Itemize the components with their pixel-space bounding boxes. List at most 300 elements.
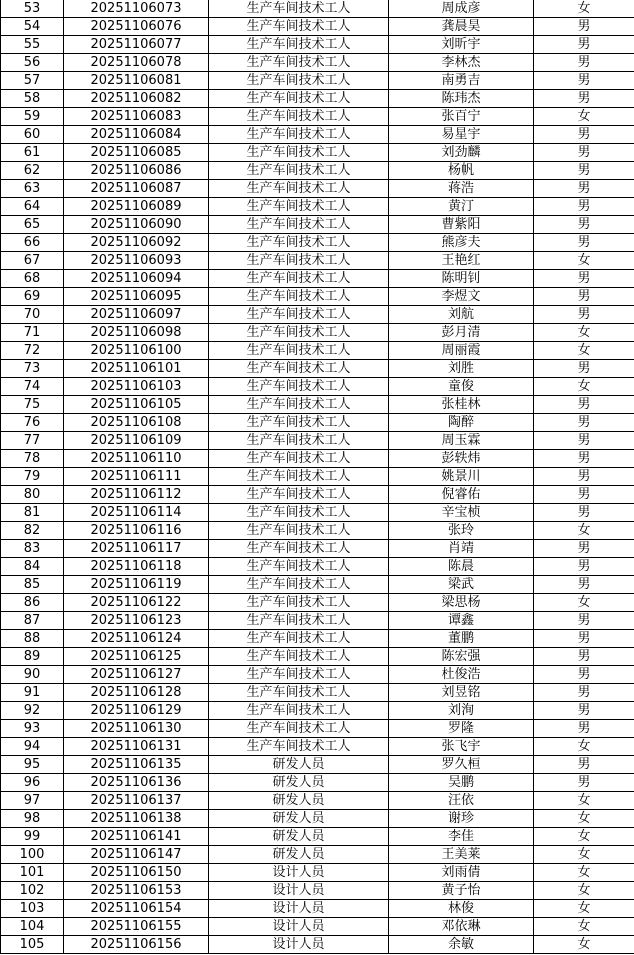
gender-cell: 男 <box>534 774 634 792</box>
table-row <box>1 486 634 504</box>
table-row <box>1 324 634 342</box>
position-cell: 生产车间技术工人 <box>209 324 389 342</box>
gender-cell: 男 <box>534 558 634 576</box>
row-number-cell: 69 <box>1 288 64 306</box>
row-number-cell: 70 <box>1 306 64 324</box>
exam-id-cell: 20251106094 <box>64 270 209 288</box>
position-cell: 生产车间技术工人 <box>209 342 389 360</box>
row-number-cell: 60 <box>1 126 64 144</box>
table-row <box>1 720 634 738</box>
table-row <box>1 576 634 594</box>
row-number-cell: 98 <box>1 810 64 828</box>
gender-cell: 男 <box>534 486 634 504</box>
position-cell: 生产车间技术工人 <box>209 270 389 288</box>
gender-cell: 男 <box>534 414 634 432</box>
row-number-cell: 101 <box>1 864 64 882</box>
position-cell: 生产车间技术工人 <box>209 306 389 324</box>
table-row <box>1 810 634 828</box>
exam-id-cell: 20251106116 <box>64 522 209 540</box>
name-cell: 杜俊浩 <box>389 666 534 684</box>
row-number-cell: 88 <box>1 630 64 648</box>
exam-id-cell: 20251106100 <box>64 342 209 360</box>
exam-id-cell: 20251106119 <box>64 576 209 594</box>
row-number-cell: 75 <box>1 396 64 414</box>
exam-id-cell: 20251106093 <box>64 252 209 270</box>
row-number-cell: 71 <box>1 324 64 342</box>
exam-id-cell: 20251106085 <box>64 144 209 162</box>
gender-cell: 男 <box>534 702 634 720</box>
table-row <box>1 630 634 648</box>
position-cell: 生产车间技术工人 <box>209 126 389 144</box>
row-number-cell: 65 <box>1 216 64 234</box>
position-cell: 生产车间技术工人 <box>209 72 389 90</box>
exam-id-cell: 20251106101 <box>64 360 209 378</box>
position-cell: 生产车间技术工人 <box>209 54 389 72</box>
exam-id-cell: 20251106092 <box>64 234 209 252</box>
gender-cell: 男 <box>534 432 634 450</box>
row-number-cell: 104 <box>1 918 64 936</box>
exam-id-cell: 20251106125 <box>64 648 209 666</box>
name-cell: 周玉霖 <box>389 432 534 450</box>
exam-id-cell: 20251106141 <box>64 828 209 846</box>
row-number-cell: 72 <box>1 342 64 360</box>
name-cell: 陈明钊 <box>389 270 534 288</box>
row-number-cell: 54 <box>1 18 64 36</box>
name-cell: 董鹏 <box>389 630 534 648</box>
exam-id-cell: 20251106087 <box>64 180 209 198</box>
exam-id-cell: 20251106147 <box>64 846 209 864</box>
exam-id-cell: 20251106156 <box>64 936 209 954</box>
position-cell: 生产车间技术工人 <box>209 540 389 558</box>
gender-cell: 男 <box>534 36 634 54</box>
row-number-cell: 58 <box>1 90 64 108</box>
position-cell: 生产车间技术工人 <box>209 720 389 738</box>
row-number-cell: 82 <box>1 522 64 540</box>
exam-id-cell: 20251106130 <box>64 720 209 738</box>
gender-cell: 男 <box>534 306 634 324</box>
name-cell: 张玲 <box>389 522 534 540</box>
position-cell: 生产车间技术工人 <box>209 684 389 702</box>
position-cell: 生产车间技术工人 <box>209 0 389 18</box>
name-cell: 汪依 <box>389 792 534 810</box>
row-number-cell: 77 <box>1 432 64 450</box>
exam-id-cell: 20251106073 <box>64 0 209 18</box>
position-cell: 设计人员 <box>209 882 389 900</box>
gender-cell: 男 <box>534 450 634 468</box>
gender-cell: 女 <box>534 936 634 954</box>
position-cell: 生产车间技术工人 <box>209 180 389 198</box>
row-number-cell: 61 <box>1 144 64 162</box>
name-cell: 龚晨昊 <box>389 18 534 36</box>
table-row <box>1 270 634 288</box>
table-row <box>1 882 634 900</box>
position-cell: 生产车间技术工人 <box>209 450 389 468</box>
table-row <box>1 864 634 882</box>
row-number-cell: 96 <box>1 774 64 792</box>
row-number-cell: 87 <box>1 612 64 630</box>
name-cell: 张桂林 <box>389 396 534 414</box>
table-row <box>1 558 634 576</box>
gender-cell: 男 <box>534 216 634 234</box>
position-cell: 研发人员 <box>209 756 389 774</box>
position-cell: 生产车间技术工人 <box>209 594 389 612</box>
name-cell: 杨帆 <box>389 162 534 180</box>
gender-cell: 女 <box>534 108 634 126</box>
exam-id-cell: 20251106090 <box>64 216 209 234</box>
position-cell: 生产车间技术工人 <box>209 432 389 450</box>
row-number-cell: 78 <box>1 450 64 468</box>
position-cell: 生产车间技术工人 <box>209 360 389 378</box>
row-number-cell: 95 <box>1 756 64 774</box>
name-cell: 王艳红 <box>389 252 534 270</box>
exam-id-cell: 20251106095 <box>64 288 209 306</box>
table-row <box>1 918 634 936</box>
gender-cell: 女 <box>534 918 634 936</box>
exam-id-cell: 20251106123 <box>64 612 209 630</box>
position-cell: 生产车间技术工人 <box>209 162 389 180</box>
gender-cell: 男 <box>534 90 634 108</box>
table-row <box>1 756 634 774</box>
gender-cell: 女 <box>534 522 634 540</box>
position-cell: 设计人员 <box>209 900 389 918</box>
table-row <box>1 522 634 540</box>
gender-cell: 男 <box>534 666 634 684</box>
position-cell: 生产车间技术工人 <box>209 216 389 234</box>
row-number-cell: 59 <box>1 108 64 126</box>
gender-cell: 女 <box>534 900 634 918</box>
table-row <box>1 162 634 180</box>
gender-cell: 女 <box>534 594 634 612</box>
table-row <box>1 594 634 612</box>
exam-id-cell: 20251106112 <box>64 486 209 504</box>
name-cell: 梁武 <box>389 576 534 594</box>
position-cell: 生产车间技术工人 <box>209 630 389 648</box>
name-cell: 周丽霞 <box>389 342 534 360</box>
position-cell: 生产车间技术工人 <box>209 576 389 594</box>
exam-id-cell: 20251106124 <box>64 630 209 648</box>
name-cell: 林俊 <box>389 900 534 918</box>
exam-id-cell: 20251106128 <box>64 684 209 702</box>
position-cell: 生产车间技术工人 <box>209 648 389 666</box>
exam-id-cell: 20251106077 <box>64 36 209 54</box>
position-cell: 生产车间技术工人 <box>209 468 389 486</box>
name-cell: 陈晨 <box>389 558 534 576</box>
table-row <box>1 738 634 756</box>
table-row <box>1 792 634 810</box>
exam-id-cell: 20251106109 <box>64 432 209 450</box>
gender-cell: 女 <box>534 0 634 18</box>
gender-cell: 男 <box>534 612 634 630</box>
gender-cell: 男 <box>534 468 634 486</box>
table-row <box>1 414 634 432</box>
exam-id-cell: 20251106131 <box>64 738 209 756</box>
table-row <box>1 216 634 234</box>
table-row <box>1 666 634 684</box>
position-cell: 研发人员 <box>209 792 389 810</box>
row-number-cell: 56 <box>1 54 64 72</box>
table-row <box>1 702 634 720</box>
exam-id-cell: 20251106105 <box>64 396 209 414</box>
table-row <box>1 828 634 846</box>
gender-cell: 男 <box>534 54 634 72</box>
position-cell: 生产车间技术工人 <box>209 504 389 522</box>
row-number-cell: 102 <box>1 882 64 900</box>
exam-id-cell: 20251106135 <box>64 756 209 774</box>
name-cell: 陈玮杰 <box>389 90 534 108</box>
exam-id-cell: 20251106097 <box>64 306 209 324</box>
position-cell: 生产车间技术工人 <box>209 18 389 36</box>
gender-cell: 男 <box>534 720 634 738</box>
table-row <box>1 540 634 558</box>
gender-cell: 男 <box>534 630 634 648</box>
table-row <box>1 468 634 486</box>
exam-id-cell: 20251106137 <box>64 792 209 810</box>
gender-cell: 男 <box>534 18 634 36</box>
table-row <box>1 360 634 378</box>
position-cell: 研发人员 <box>209 828 389 846</box>
position-cell: 设计人员 <box>209 918 389 936</box>
exam-id-cell: 20251106114 <box>64 504 209 522</box>
table-body <box>1 0 634 954</box>
gender-cell: 女 <box>534 828 634 846</box>
name-cell: 肖靖 <box>389 540 534 558</box>
name-cell: 彭月清 <box>389 324 534 342</box>
gender-cell: 女 <box>534 810 634 828</box>
position-cell: 研发人员 <box>209 774 389 792</box>
gender-cell: 男 <box>534 270 634 288</box>
name-cell: 刘昱铭 <box>389 684 534 702</box>
gender-cell: 男 <box>534 756 634 774</box>
exam-id-cell: 20251106153 <box>64 882 209 900</box>
exam-id-cell: 20251106078 <box>64 54 209 72</box>
position-cell: 生产车间技术工人 <box>209 90 389 108</box>
position-cell: 生产车间技术工人 <box>209 144 389 162</box>
row-number-cell: 66 <box>1 234 64 252</box>
position-cell: 生产车间技术工人 <box>209 108 389 126</box>
position-cell: 生产车间技术工人 <box>209 234 389 252</box>
name-cell: 王美莱 <box>389 846 534 864</box>
gender-cell: 男 <box>534 360 634 378</box>
gender-cell: 男 <box>534 504 634 522</box>
row-number-cell: 105 <box>1 936 64 954</box>
row-number-cell: 92 <box>1 702 64 720</box>
position-cell: 设计人员 <box>209 936 389 954</box>
name-cell: 姚景川 <box>389 468 534 486</box>
position-cell: 生产车间技术工人 <box>209 198 389 216</box>
gender-cell: 男 <box>534 144 634 162</box>
table-row <box>1 108 634 126</box>
name-cell: 易星宇 <box>389 126 534 144</box>
gender-cell: 女 <box>534 792 634 810</box>
table-row <box>1 252 634 270</box>
position-cell: 生产车间技术工人 <box>209 396 389 414</box>
name-cell: 童俊 <box>389 378 534 396</box>
table-row <box>1 288 634 306</box>
gender-cell: 女 <box>534 324 634 342</box>
gender-cell: 男 <box>534 684 634 702</box>
name-cell: 刘航 <box>389 306 534 324</box>
position-cell: 生产车间技术工人 <box>209 612 389 630</box>
position-cell: 生产车间技术工人 <box>209 738 389 756</box>
exam-id-cell: 20251106118 <box>64 558 209 576</box>
name-cell: 倪睿佑 <box>389 486 534 504</box>
name-cell: 刘胜 <box>389 360 534 378</box>
row-number-cell: 97 <box>1 792 64 810</box>
exam-id-cell: 20251106098 <box>64 324 209 342</box>
name-cell: 陶醉 <box>389 414 534 432</box>
name-cell: 余敏 <box>389 936 534 954</box>
row-number-cell: 76 <box>1 414 64 432</box>
exam-id-cell: 20251106084 <box>64 126 209 144</box>
table-row <box>1 198 634 216</box>
position-cell: 生产车间技术工人 <box>209 522 389 540</box>
gender-cell: 女 <box>534 378 634 396</box>
name-cell: 刘雨倩 <box>389 864 534 882</box>
gender-cell: 男 <box>534 234 634 252</box>
exam-id-cell: 20251106122 <box>64 594 209 612</box>
row-number-cell: 68 <box>1 270 64 288</box>
table-row <box>1 342 634 360</box>
row-number-cell: 84 <box>1 558 64 576</box>
table-row <box>1 504 634 522</box>
gender-cell: 女 <box>534 882 634 900</box>
position-cell: 设计人员 <box>209 864 389 882</box>
gender-cell: 男 <box>534 576 634 594</box>
exam-id-cell: 20251106150 <box>64 864 209 882</box>
row-number-cell: 63 <box>1 180 64 198</box>
table-row <box>1 396 634 414</box>
exam-id-cell: 20251106083 <box>64 108 209 126</box>
table-row <box>1 234 634 252</box>
table-row <box>1 72 634 90</box>
row-number-cell: 67 <box>1 252 64 270</box>
gender-cell: 女 <box>534 738 634 756</box>
row-number-cell: 57 <box>1 72 64 90</box>
exam-id-cell: 20251106111 <box>64 468 209 486</box>
row-number-cell: 89 <box>1 648 64 666</box>
row-number-cell: 81 <box>1 504 64 522</box>
row-number-cell: 62 <box>1 162 64 180</box>
exam-id-cell: 20251106082 <box>64 90 209 108</box>
exam-id-cell: 20251106103 <box>64 378 209 396</box>
row-number-cell: 55 <box>1 36 64 54</box>
table-row <box>1 846 634 864</box>
exam-id-cell: 20251106129 <box>64 702 209 720</box>
gender-cell: 男 <box>534 396 634 414</box>
name-cell: 谢珍 <box>389 810 534 828</box>
name-cell: 谭鑫 <box>389 612 534 630</box>
position-cell: 研发人员 <box>209 810 389 828</box>
name-cell: 周成彦 <box>389 0 534 18</box>
exam-id-cell: 20251106108 <box>64 414 209 432</box>
position-cell: 生产车间技术工人 <box>209 252 389 270</box>
table-row <box>1 36 634 54</box>
gender-cell: 男 <box>534 288 634 306</box>
exam-id-cell: 20251106136 <box>64 774 209 792</box>
row-number-cell: 99 <box>1 828 64 846</box>
gender-cell: 女 <box>534 342 634 360</box>
table-row <box>1 612 634 630</box>
row-number-cell: 80 <box>1 486 64 504</box>
gender-cell: 男 <box>534 540 634 558</box>
table-row <box>1 936 634 954</box>
table-row <box>1 18 634 36</box>
name-cell: 张飞宇 <box>389 738 534 756</box>
gender-cell: 女 <box>534 846 634 864</box>
position-cell: 生产车间技术工人 <box>209 288 389 306</box>
table-row <box>1 90 634 108</box>
position-cell: 生产车间技术工人 <box>209 486 389 504</box>
exam-id-cell: 20251106117 <box>64 540 209 558</box>
row-number-cell: 94 <box>1 738 64 756</box>
exam-id-cell: 20251106138 <box>64 810 209 828</box>
table-row <box>1 144 634 162</box>
row-number-cell: 53 <box>1 0 64 18</box>
gender-cell: 男 <box>534 198 634 216</box>
row-number-cell: 103 <box>1 900 64 918</box>
name-cell: 吴鹏 <box>389 774 534 792</box>
table-row <box>1 378 634 396</box>
row-number-cell: 74 <box>1 378 64 396</box>
table-row <box>1 180 634 198</box>
row-number-cell: 86 <box>1 594 64 612</box>
gender-cell: 男 <box>534 72 634 90</box>
row-number-cell: 93 <box>1 720 64 738</box>
table-row <box>1 54 634 72</box>
name-cell: 曹紫阳 <box>389 216 534 234</box>
name-cell: 张百宁 <box>389 108 534 126</box>
name-cell: 刘洵 <box>389 702 534 720</box>
table-row <box>1 900 634 918</box>
name-cell: 李佳 <box>389 828 534 846</box>
gender-cell: 男 <box>534 126 634 144</box>
gender-cell: 男 <box>534 648 634 666</box>
table-row <box>1 450 634 468</box>
name-cell: 梁思杨 <box>389 594 534 612</box>
table-row <box>1 432 634 450</box>
position-cell: 生产车间技术工人 <box>209 36 389 54</box>
row-number-cell: 100 <box>1 846 64 864</box>
name-cell: 熊彦夫 <box>389 234 534 252</box>
name-cell: 李煜文 <box>389 288 534 306</box>
exam-id-cell: 20251106089 <box>64 198 209 216</box>
row-number-cell: 90 <box>1 666 64 684</box>
name-cell: 罗隆 <box>389 720 534 738</box>
name-cell: 刘昕宇 <box>389 36 534 54</box>
name-cell: 黄汀 <box>389 198 534 216</box>
name-cell: 李林杰 <box>389 54 534 72</box>
name-cell: 辛宝桢 <box>389 504 534 522</box>
name-cell: 陈宏强 <box>389 648 534 666</box>
name-cell: 黄子怡 <box>389 882 534 900</box>
exam-id-cell: 20251106110 <box>64 450 209 468</box>
row-number-cell: 83 <box>1 540 64 558</box>
gender-cell: 男 <box>534 180 634 198</box>
name-cell: 彭轶炜 <box>389 450 534 468</box>
table-row <box>1 126 634 144</box>
name-cell: 刘劲麟 <box>389 144 534 162</box>
table-row <box>1 648 634 666</box>
name-cell: 蒋浩 <box>389 180 534 198</box>
name-cell: 邓依琳 <box>389 918 534 936</box>
row-number-cell: 73 <box>1 360 64 378</box>
table-row <box>1 774 634 792</box>
position-cell: 生产车间技术工人 <box>209 702 389 720</box>
position-cell: 研发人员 <box>209 846 389 864</box>
table-row <box>1 684 634 702</box>
table-row <box>1 0 634 18</box>
exam-id-cell: 20251106127 <box>64 666 209 684</box>
